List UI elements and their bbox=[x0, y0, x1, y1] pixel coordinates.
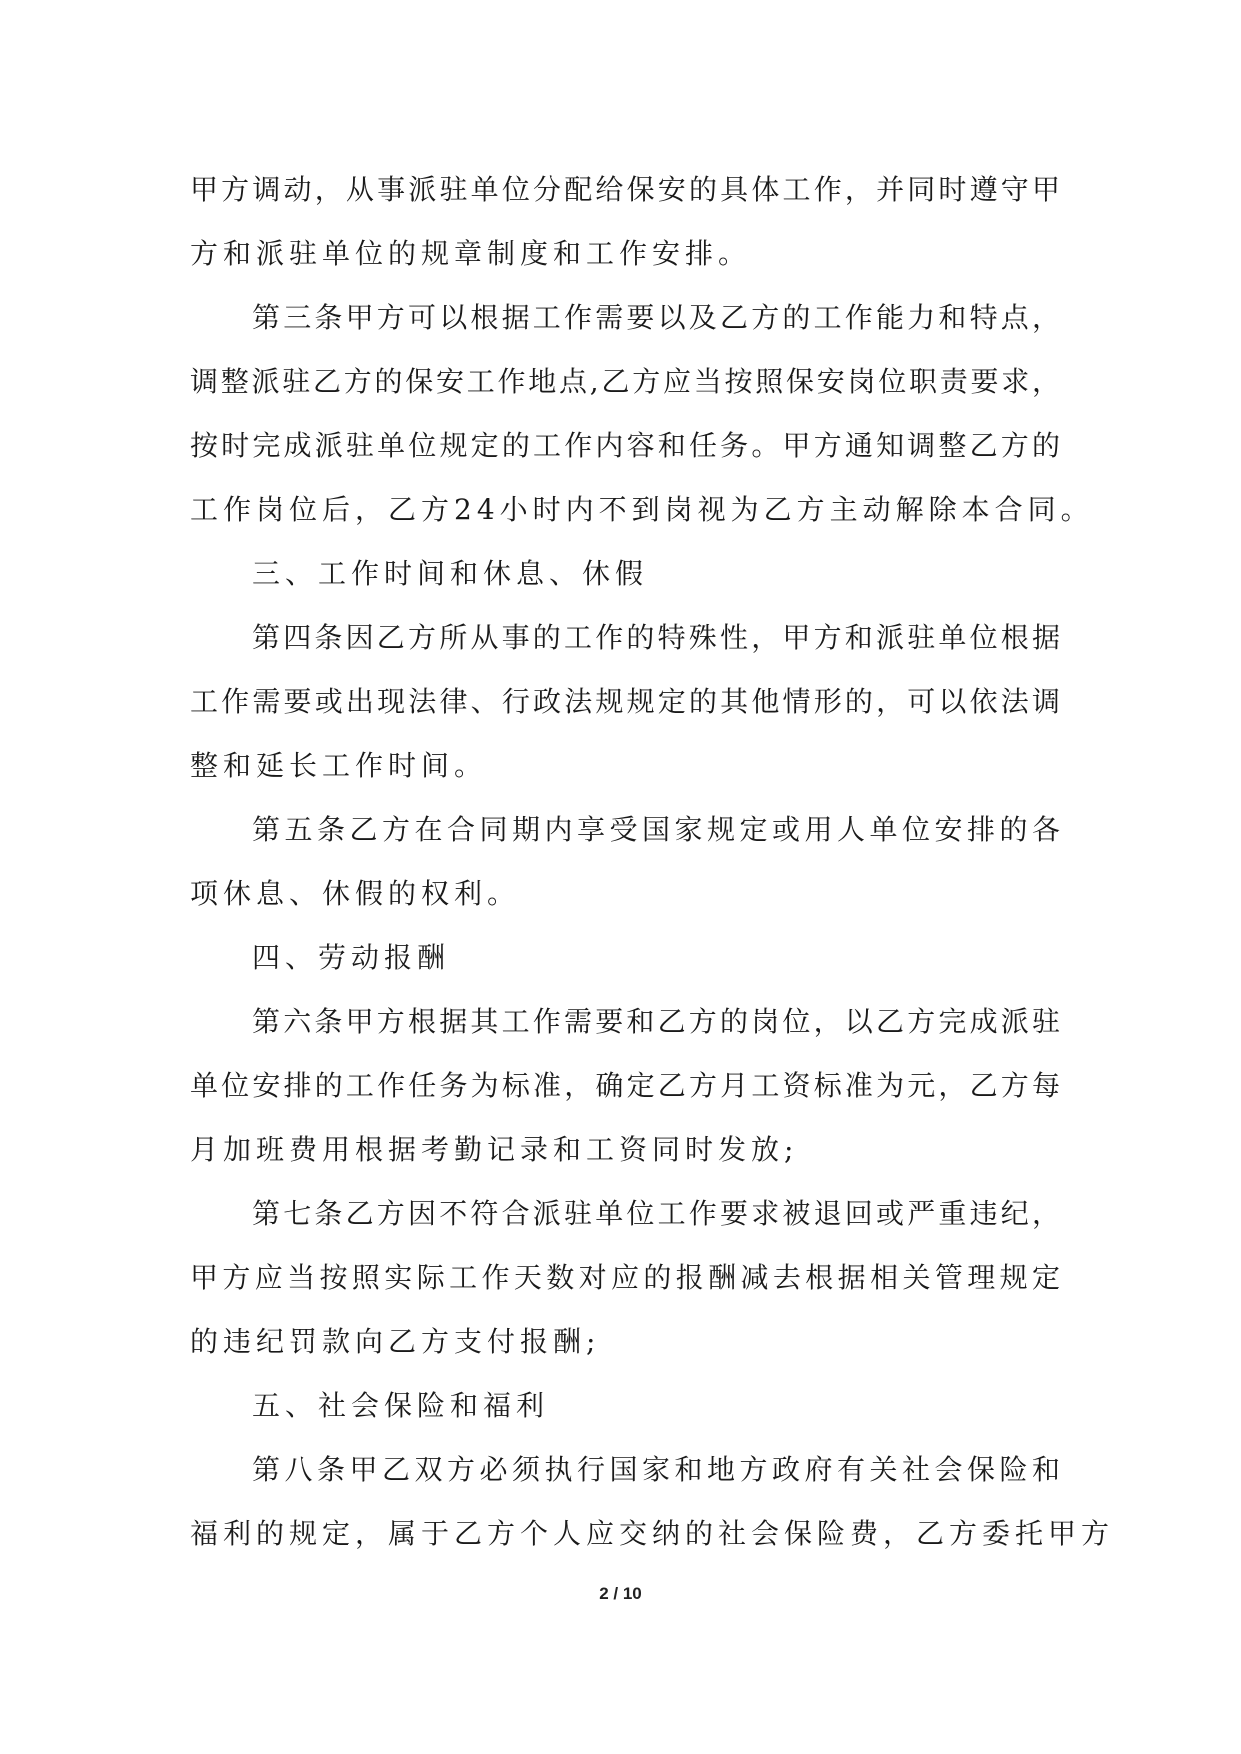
paragraph-line: 方和派驻单位的规章制度和工作安排。 bbox=[190, 237, 752, 270]
paragraph bbox=[190, 606, 1060, 798]
paragraph-line: 第八条甲乙双方必须执行国家和地方政府有关社会保险和 bbox=[252, 1453, 1060, 1486]
paragraph-line: 工作需要或出现法律、行政法规规定的其他情形的，可以依法调 bbox=[190, 685, 1060, 718]
paragraph-line: 第六条甲方根据其工作需要和乙方的岗位，以乙方完成派驻 bbox=[252, 1005, 1060, 1038]
paragraph-line: 单位安排的工作任务为标准，确定乙方月工资标准为元，乙方每 bbox=[190, 1069, 1060, 1102]
section-heading: 五、社会保险和福利 bbox=[252, 1389, 550, 1422]
paragraph bbox=[190, 1182, 1060, 1374]
paragraph bbox=[190, 286, 1094, 542]
paragraph-line: 第七条乙方因不符合派驻单位工作要求被退回或严重违纪， bbox=[252, 1197, 1060, 1230]
paragraph bbox=[190, 1438, 1115, 1566]
paragraph-line: 第四条因乙方所从事的工作的特殊性，甲方和派驻单位根据 bbox=[252, 621, 1060, 654]
paragraph bbox=[190, 158, 1060, 286]
paragraph-line: 福利的规定，属于乙方个人应交纳的社会保险费，乙方委托甲方 bbox=[190, 1517, 1115, 1550]
paragraph-line: 项休息、休假的权利。 bbox=[190, 877, 521, 910]
paragraph bbox=[190, 990, 1060, 1182]
section-heading: 四、劳动报酬 bbox=[252, 941, 451, 974]
paragraph-line: 整和延长工作时间。 bbox=[190, 749, 488, 782]
paragraph-line: 月加班费用根据考勤记录和工资同时发放; bbox=[190, 1133, 799, 1166]
page-number: 2 / 10 bbox=[599, 1584, 642, 1603]
paragraph-line: 按时完成派驻单位规定的工作内容和任务。甲方通知调整乙方的 bbox=[190, 429, 1060, 462]
section-heading: 三、工作时间和休息、休假 bbox=[252, 557, 649, 590]
paragraph bbox=[190, 798, 1060, 926]
paragraph-line: 调整派驻乙方的保安工作地点,乙方应当按照保安岗位职责要求， bbox=[190, 365, 1060, 398]
paragraph-line: 甲方应当按照实际工作天数对应的报酬减去根据相关管理规定 bbox=[190, 1261, 1060, 1294]
paragraph-line: 的违纪罚款向乙方支付报酬; bbox=[190, 1325, 601, 1358]
paragraph-line: 甲方调动，从事派驻单位分配给保安的具体工作，并同时遵守甲 bbox=[190, 173, 1060, 206]
paragraph-line: 工作岗位后，乙方24小时内不到岗视为乙方主动解除本合同。 bbox=[190, 493, 1094, 526]
document-body bbox=[190, 158, 1115, 1566]
paragraph-line: 第五条乙方在合同期内享受国家规定或用人单位安排的各 bbox=[252, 813, 1060, 846]
paragraph-line: 第三条甲方可以根据工作需要以及乙方的工作能力和特点， bbox=[252, 301, 1060, 334]
